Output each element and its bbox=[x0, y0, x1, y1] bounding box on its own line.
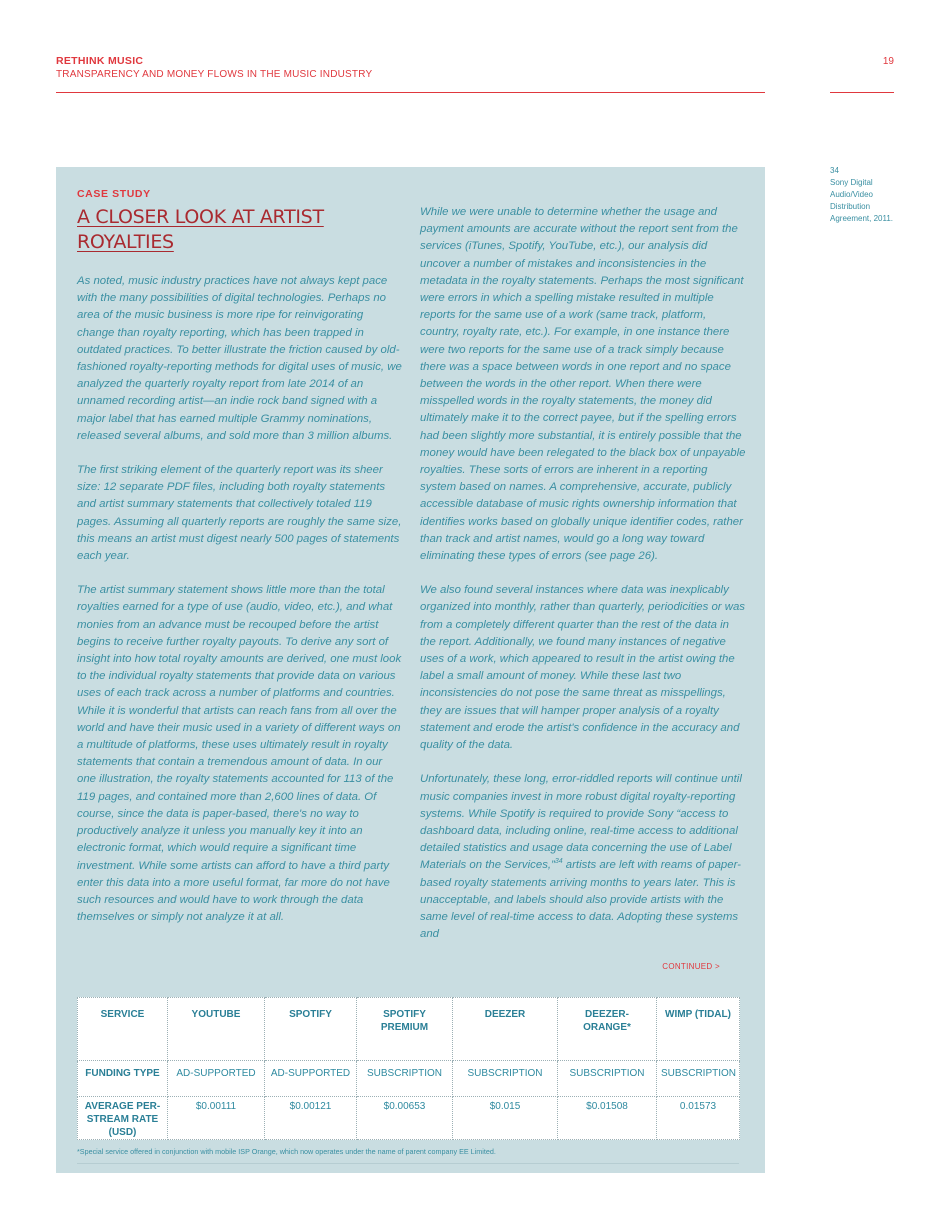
paragraph bbox=[420, 771, 746, 943]
table-cell: SUBSCRIPTION bbox=[357, 1061, 453, 1097]
table-header-cell: WIMP (TIDAL) bbox=[657, 998, 740, 1061]
table-cell: $0.00111 bbox=[168, 1097, 265, 1140]
table-cell: AD-SUPPORTED bbox=[265, 1061, 357, 1097]
table-footnote: *Special service offered in conjunction with mobile ISP Orange, which now operates under the name of parent company EE Limited. bbox=[77, 1147, 496, 1156]
table-cell: SUBSCRIPTION bbox=[453, 1061, 558, 1097]
table-header-cell: SERVICE bbox=[78, 998, 168, 1061]
footnote-reference[interactable]: 34 bbox=[554, 858, 563, 866]
row-header-cell: FUNDING TYPE bbox=[78, 1061, 168, 1097]
sidenote-number: 34 bbox=[830, 166, 839, 175]
running-header bbox=[56, 55, 766, 81]
case-study-label: CASE STUDY bbox=[77, 188, 151, 200]
divider bbox=[77, 1163, 739, 1164]
table-cell: 0.01573 bbox=[657, 1097, 740, 1140]
table-cell: $0.00121 bbox=[265, 1097, 357, 1140]
left-column bbox=[77, 273, 403, 943]
paragraph: We also found several instances where data was inexplicably organized into monthly, rather than quarterly, periodicities or was from a completely different quarter than the rest of the data in the report. Additionally, we found many instances of negative uses of a work, which appeared to result in the artist owing the label a small amount of money. While these last two inconsistencies do not pose the same threat as misspellings, they are issues that will hamper proper analysis of a royalty statement and erode the artist's confidence in the accuracy and quality of the data. bbox=[420, 584, 746, 752]
table-header-row bbox=[78, 998, 740, 1061]
table-cell: $0.01508 bbox=[558, 1097, 657, 1140]
table-cell: SUBSCRIPTION bbox=[657, 1061, 740, 1097]
table-row bbox=[78, 1097, 740, 1140]
sidenote bbox=[830, 165, 905, 225]
table-cell: SUBSCRIPTION bbox=[558, 1061, 657, 1097]
header-rule bbox=[56, 92, 765, 93]
paragraph-text: Unfortunately, these long, error-riddled reports will continue until music companies invest in more robust digital royalty-reporting systems. While Spotify is required to provide Sony “access to dashboard data, including online, real-time access to additional detailed statistics and usage data concerning the use of Label Materials on the Services,” bbox=[420, 773, 742, 872]
margin-rule bbox=[830, 92, 894, 93]
page-number: 19 bbox=[882, 56, 894, 67]
paragraph: As noted, music industry practices have not always kept pace with the many possibilities of digital technologies. Perhaps no area of the music business is more ripe for reinvigorating change than royalty reporting, which has been trapped in outdated practices. To better illustrate the friction caused by old-fashioned royalty-reporting methods for digital uses of music, we analyzed the quarterly royalty report from late 2014 of an unnamed recording artist—an indie rock band signed with a major label that has earned multiple Grammy nominations, released several albums, and sold more than 3 million albums. bbox=[77, 275, 402, 442]
continued-link[interactable]: CONTINUED > bbox=[662, 962, 720, 971]
paragraph: The artist summary statement shows little more than the total royalties earned for a type of use (audio, video, etc.), and what monies from an advance must be recouped before the artist begins to receive further royalty payouts. To derive any sort of insight into how total royalty amounts are derived, one must look to the individual royalty statements that provide data on various uses of each track across a number of platforms and countries. While it is wonderful that artists can reach fans from all over the world and have their music used in a variety of different ways on a multitude of platforms, these uses ultimately result in royalty statements that contain a tremendous amount of data. In our one illustration, the royalty statements accounted for 113 of the 119 pages, and contained more than 2,600 lines of data. Of course, since the data is paper-based, there's no way to productively analyze it unless you manually key it into an electronic format, which would require a significant time investment. While some artists can afford to have a third party enter this data into a more useful format, far more do not have such resources and would have to work through the data themselves or simply not analyze it at all. bbox=[77, 584, 402, 924]
case-study-title: A CLOSER LOOK AT ARTIST ROYALTIES bbox=[77, 206, 324, 253]
right-column bbox=[420, 204, 746, 960]
header-brand: RETHINK MUSIC bbox=[56, 55, 144, 67]
table-header-cell: SPOTIFY PREMIUM bbox=[357, 998, 453, 1061]
paragraph-text: artists are left with reams of paper-based royalty statements arriving months to years later. This is unacceptable, and labels should also provide artists with the same level of real-time access to data. Adopting these systems and bbox=[420, 859, 741, 941]
table-cell: AD-SUPPORTED bbox=[168, 1061, 265, 1097]
paragraph: The first striking element of the quarterly report was its sheer size: 12 separate PDF files, including both royalty statements and artist summary statements that collectively totaled 119 pages. Assuming all quarterly reports are roughly the same size, this means an artist must digest nearly 500 pages of statements each year. bbox=[77, 464, 402, 563]
table-header-cell: DEEZER-ORANGE* bbox=[558, 998, 657, 1061]
table-cell: $0.00653 bbox=[357, 1097, 453, 1140]
paragraph: While we were unable to determine whether the usage and payment amounts are accurate without the report sent from the services (iTunes, Spotify, YouTube, etc.), our analysis did uncover a number of mistakes and inconsistencies in the metadata in the royalty statements. Perhaps the most significant were errors in which a spelling mistake resulted in multiple reports for the same use of a work (same track, platform, country, royalty rate, etc.). For example, in one instance there were two reports for the same use of a track simply because there was a space between words in one report and no space between the words in the other report. When there were misspelled words in the royalty statements, the money did ultimately make it to the correct payee, but if the spelling errors had been slightly more substantial, it is entirely possible that the money would have been relegated to the black box of unpayable royalties. These sorts of errors are inherent in a reporting system based on names. A comprehensive, accurate, publicly accessible database of music rights ownership information that identifies works based on globally unique identifier codes, rather than track and artist names, would go a long way toward eliminating these types of errors (see page 26). bbox=[420, 206, 746, 563]
table-cell: $0.015 bbox=[453, 1097, 558, 1140]
streaming-rate-table bbox=[77, 997, 740, 1140]
table-header-cell: YOUTUBE bbox=[168, 998, 265, 1061]
table-row bbox=[78, 1061, 740, 1097]
row-header-cell: AVERAGE PER-STREAM RATE (USD) bbox=[78, 1097, 168, 1140]
table-header-cell: SPOTIFY bbox=[265, 998, 357, 1061]
table-header-cell: DEEZER bbox=[453, 998, 558, 1061]
header-subtitle: TRANSPARENCY AND MONEY FLOWS IN THE MUSIC INDUSTRY bbox=[56, 69, 373, 80]
sidenote-text: Sony Digital Audio/Video Distribution Agreement, 2011. bbox=[830, 178, 894, 223]
